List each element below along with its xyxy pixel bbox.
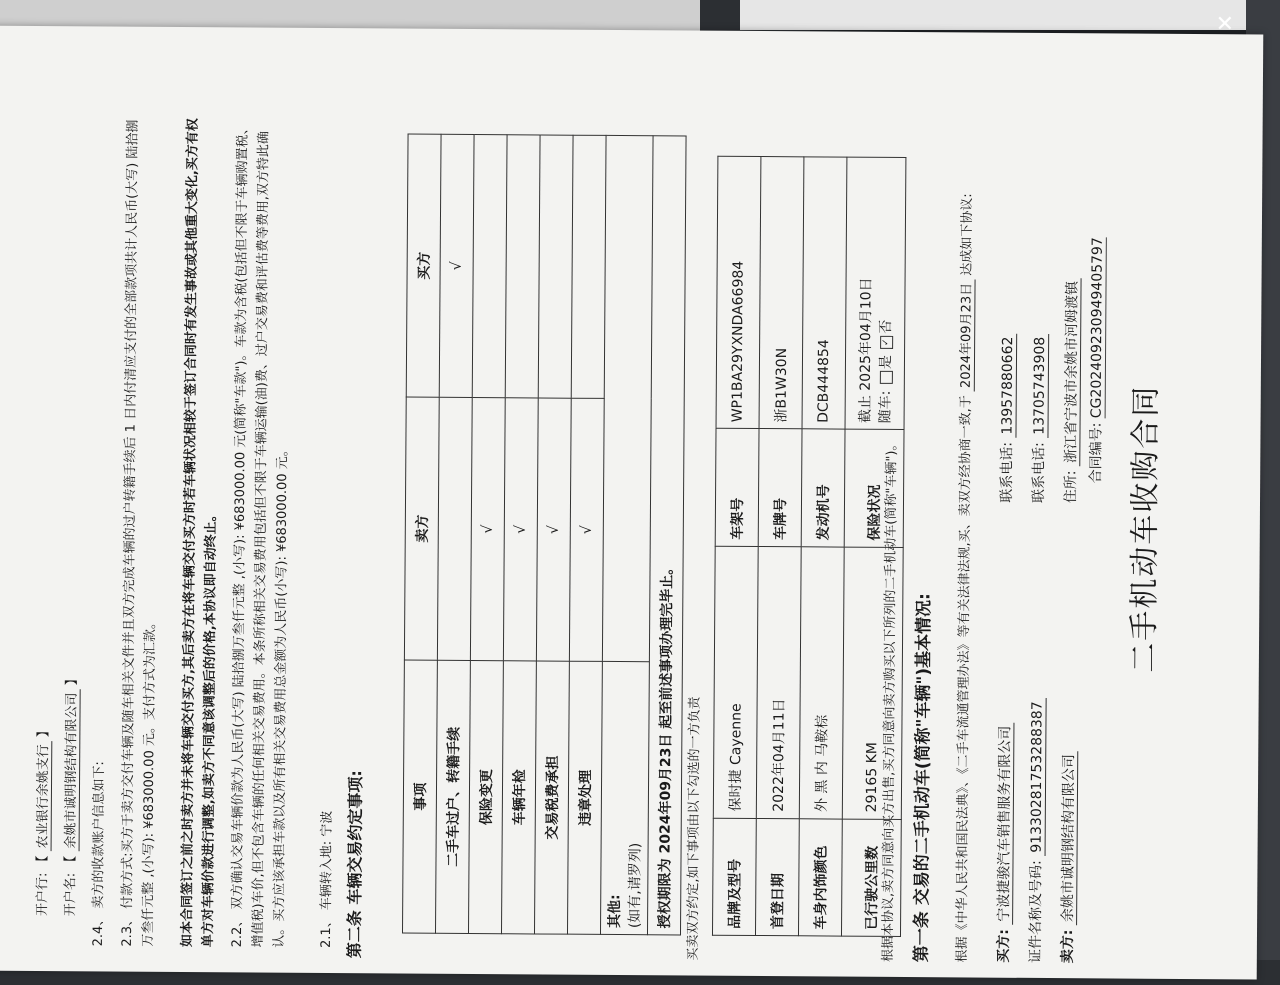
mileage-label: 已行驶公里数 [841,819,901,937]
duty-item: 二手车过户、转籍手续 [435,660,470,933]
plate-value: 浙B1W30N [759,157,804,430]
duty-seller-check: √ [569,398,604,661]
article2-2-bold: 如本合同签订之前之时卖方并未将车辆交付买方,其后卖方在将车辆交付买方时若车辆状况相较于签订合同时有发生事故或其他重大变化,买方有权单方对车辆价款进行调整,如卖方不同意该调整后的价格,本协议即自动终止。 [179,118,219,948]
article2-1: 2.1、 车辆转入地: 宁波 [318,810,335,949]
color-value: 外 黑 内 马鞍棕 [799,547,844,819]
color-label: 车身内饰颜色 [798,818,842,936]
vin-label: 车架号 [715,429,759,547]
buyer-address-row: 住所: 浙江省宁波市余姚市河姆渡镇 [1060,278,1082,503]
buyer-phone2-row: 联系电话: 13957880662 [996,334,1017,503]
insurance-value [845,157,906,430]
article2-4: 2.4、 卖方的收款账户信息如下: [90,761,108,947]
plate-label: 车牌号 [758,429,802,547]
first-reg-label: 首登日期 [755,818,799,936]
duty-header-seller: 卖方 [404,397,439,660]
account-name-row: 开户名: 【 余姚市诚明钢结构有限公司 】 [63,672,80,917]
checkbox-yes[interactable] [879,371,892,384]
duty-row [501,135,540,934]
duty-other-value [602,135,653,661]
insurance-label: 保险状况 [844,430,904,548]
contract-number: 合同编号: CG202409230949405797 [1088,237,1106,484]
duty-item: 交易税费承担 [534,661,569,934]
buyer-name-row: 买方: 宁波捷骏汽车销售服务有限公司 [993,723,1015,963]
duty-row [468,135,507,934]
contract-document [7,66,1213,984]
engine-value: DCB444854 [802,157,847,430]
intro-paragraph: 根据《中华人民共和国民法典》、《二手车流通管理办法》等有关法律法规,买、卖双方经协商一致,于 2024年09月23日 达成如下协议: [954,193,976,963]
duty-buyer-check [538,135,573,398]
duty-header-item: 事项 [402,660,437,933]
article2-3: 2.3、 付款方式:买方于卖方交付车辆及随车相关文件并且双方完成车辆的过户转籍手续后 1 日内付清应支付的全部款项共计人民币(大写) 陆拾捌万叁仟元整 ,(小写): ¥683000.00 元。支付方式为汇款。 [119,119,159,947]
duty-seller-check: √ [470,398,505,661]
duty-buyer-check [472,135,507,398]
duty-item: 违章处理 [567,661,602,934]
contract-paper [0,26,1263,980]
article1-subtitle: 根据本协议,卖方同意向买方出售,买方同意向卖方购买以下所列的二手机动车(简称"车辆")。 [880,437,900,962]
duty-row [567,135,606,934]
vin-value: WP1BA29YXNDA66984 [716,156,761,429]
buyer-phone-row: 联系电话: 13705743908 [1028,334,1049,503]
first-reg-value: 2022年04月11日 [756,546,801,818]
brand-value: 保时捷 Cayenne [713,546,758,818]
duty-item: 保险变更 [468,660,503,933]
checkbox-no[interactable]: ✓ [880,336,893,349]
duty-table [402,134,687,936]
duty-deadline: 授权期限为 2024年09月23日 起至前述事项办理完毕止。 [647,136,686,935]
brand-label: 品牌及型号 [712,818,756,936]
duty-buyer-check: √ [439,134,474,397]
duty-other: 其他: (如有,请罗列) [600,661,649,934]
duty-header-buyer: 买方 [406,134,441,397]
duty-seller-check [437,397,472,660]
seller-id-row: 证件名称及号码: 91330281753288387 [1025,698,1047,963]
duty-intro: 买卖双方约定,如下事项由以下勾选的一方负责 [685,696,703,961]
duty-seller-check: √ [503,398,538,661]
page-title: 二手机动车收购合同 [1126,384,1164,673]
article2-title: 第二条 车辆交易约定事项: [344,770,366,959]
duty-item: 车辆年检 [501,661,536,934]
background-paper-edge [740,0,1280,30]
article1-title: 第一条 交易的二手机动车(简称"车辆")基本情况: [911,593,935,963]
engine-label: 发动机号 [801,429,845,547]
duty-row [435,134,474,933]
bank-row: 开户行: 【 农业银行余姚支行 】 [35,724,52,917]
vehicle-info-table [712,156,906,937]
article2-2: 2.2、 双方确认交易车辆价款为人民币(大写) 陆拾捌万叁仟元整 ,(小写): ¥683000.00 元(简称"车款")。车款为含税(包括但不限于车辆购置税、增值税)车价,但不包含车辆的任何相关交易费用。本条所称相关交易费用包括但不限于车辆运输(油)费、过户交易费和评估费等费用,双方特此确认。买方应该承担车款以及所有相关交易费用总金额为人民币(小写): ¥683000.00 元。 [229,121,291,948]
seller-name-row: 卖方: 余姚市诚明钢结构有限公司 [1057,751,1078,963]
duty-seller-check: √ [536,398,571,661]
duty-row [534,135,573,934]
close-icon[interactable]: ✕ [1215,12,1234,37]
insurance-with-car: 随车: 是 ✓否 [877,319,895,424]
duty-buyer-check [571,135,606,398]
mileage-value: 29165 KM [842,547,903,819]
insurance-expiry: 截止 2025年04月10日 [857,277,875,424]
duty-buyer-check [505,135,540,398]
